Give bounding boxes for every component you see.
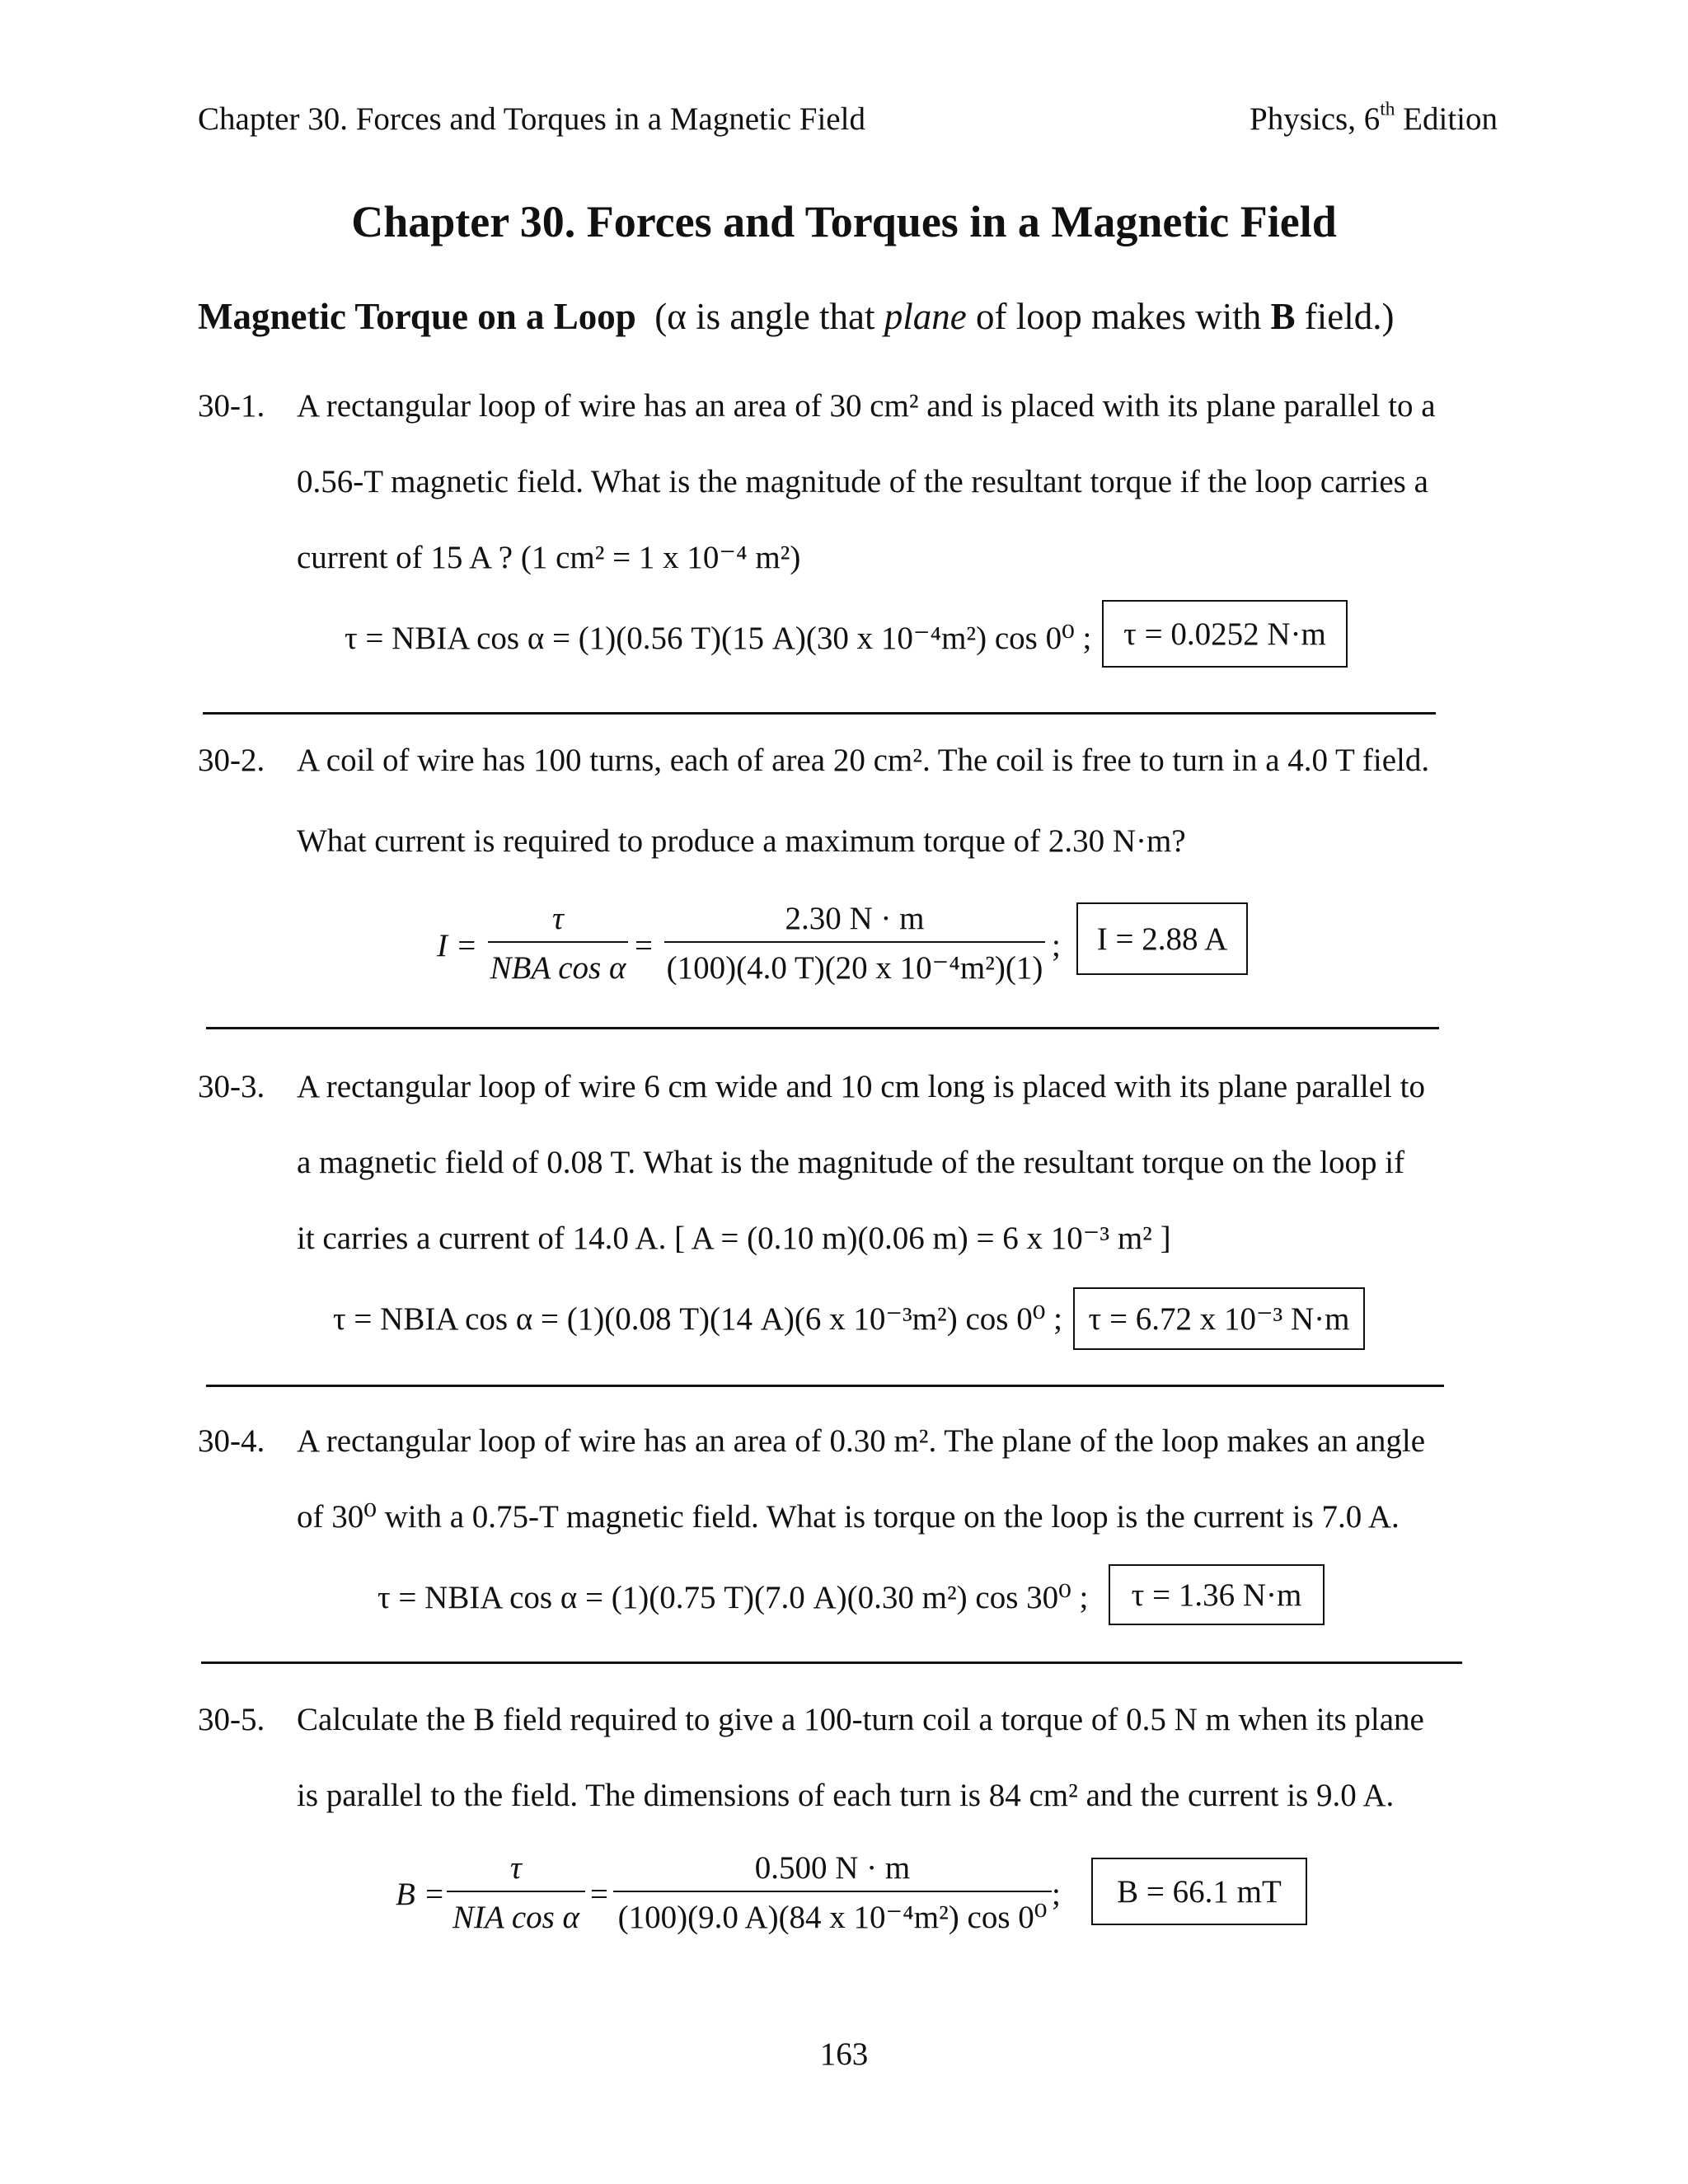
problem-number: 30-1. (198, 388, 265, 424)
fraction-bar (447, 1891, 585, 1892)
problem-text-line: A rectangular loop of wire 6 cm wide and 10 cm long is placed with its plane parallel to (297, 1069, 1425, 1104)
solution-equation: τ = NBIA cos α = (1)(0.08 T)(14 A)(6 x 10⁻³m²) cos 0⁰ ; (333, 1301, 1062, 1337)
problem-text-line: What current is required to produce a maximum torque of 2.30 N·m? (297, 823, 1186, 859)
solution-equation: τ = NBIA cos α = (1)(0.56 T)(15 A)(30 x 10⁻⁴m²) cos 0⁰ ; (345, 621, 1092, 656)
problem-number: 30-2. (198, 743, 265, 778)
equation-terminator: ; (1052, 1877, 1061, 1912)
problem-text-line: a magnetic field of 0.08 T. What is the magnitude of the resultant torque on the loop if (297, 1145, 1405, 1180)
answer-value: τ = 1.36 N·m (1131, 1577, 1302, 1613)
equation-terminator: ; (1052, 928, 1061, 963)
problem-text-line: A rectangular loop of wire has an area of 30 cm² and is placed with its plane parallel to a (297, 388, 1436, 424)
section-note-bold: B (1270, 296, 1296, 337)
solution-equation: τ = NBIA cos α = (1)(0.75 T)(7.0 A)(0.30 m²) cos 30⁰ ; (377, 1580, 1089, 1615)
header-right-prefix: Physics, 6 (1250, 101, 1381, 137)
fraction-numerator: τ (552, 901, 564, 936)
answer-box (1102, 600, 1348, 668)
problem-divider (206, 1027, 1439, 1029)
answer-value: τ = 6.72 x 10⁻³ N·m (1088, 1301, 1350, 1337)
problem-divider (201, 1661, 1462, 1664)
fraction-bar (488, 941, 628, 943)
problem-divider (203, 712, 1436, 715)
page-number: 163 (819, 2036, 869, 2072)
answer-box (1091, 1858, 1307, 1925)
fraction-numerator: τ (510, 1850, 522, 1886)
problem-text-line: of 30⁰ with a 0.75-T magnetic field. What is torque on the loop is the current is 7.0 A. (297, 1499, 1400, 1535)
problem-number: 30-3. (198, 1069, 265, 1104)
problem-text-line: A coil of wire has 100 turns, each of area 20 cm². The coil is free to turn in a 4.0 T field. (297, 743, 1430, 778)
fraction-denominator: (100)(4.0 T)(20 x 10⁻⁴m²)(1) (666, 950, 1043, 986)
problem-text-line: Calculate the B field required to give a 100-turn coil a torque of 0.5 N m when its plane (297, 1702, 1424, 1737)
header-right-suffix: Edition (1395, 101, 1498, 137)
section-note-3: field.) (1295, 296, 1395, 337)
answer-value: I = 2.88 A (1096, 921, 1228, 957)
problem-text-line: A rectangular loop of wire has an area of 0.30 m². The plane of the loop makes an angle (297, 1423, 1425, 1459)
header-right-sup: th (1380, 98, 1395, 120)
problem-text-line: is parallel to the field. The dimensions of each turn is 84 cm² and the current is 9.0 A. (297, 1778, 1395, 1813)
answer-box (1109, 1564, 1325, 1625)
fraction-numerator: 0.500 N · m (754, 1850, 911, 1886)
fraction-bar (664, 941, 1045, 943)
answer-value: B = 66.1 mT (1117, 1873, 1282, 1910)
problem-text-line: it carries a current of 14.0 A. [ A = (0.10 m)(0.06 m) = 6 x 10⁻³ m² ] (297, 1221, 1171, 1256)
equals-sign: = (635, 928, 653, 963)
answer-value: τ = 0.0252 N·m (1123, 616, 1326, 652)
running-header-left: Chapter 30. Forces and Torques in a Magnetic Field (198, 101, 865, 137)
answer-box (1073, 1287, 1365, 1350)
answer-box (1076, 902, 1248, 975)
equals-sign: = (590, 1877, 608, 1912)
fraction-numerator: 2.30 N · m (785, 901, 925, 936)
problem-number: 30-4. (198, 1423, 265, 1459)
section-note-2: of loop makes with (966, 296, 1271, 337)
chapter-title: Chapter 30. Forces and Torques in a Magnetic Field (351, 197, 1337, 246)
fraction-denominator: NIA cos α (452, 1900, 580, 1935)
problem-divider (206, 1385, 1444, 1387)
fraction-denominator: NBA cos α (490, 950, 626, 986)
running-header-right (1250, 98, 1498, 138)
problem-text-line: current of 15 A ? (1 cm² = 1 x 10⁻⁴ m²) (297, 540, 801, 575)
section-heading-bold: Magnetic Torque on a Loop (198, 296, 636, 337)
equation-lhs: B = (396, 1877, 445, 1912)
fraction-denominator: (100)(9.0 A)(84 x 10⁻⁴m²) cos 0⁰ (617, 1900, 1048, 1935)
section-note-1: (α is angle that (654, 296, 884, 337)
section-note-italic: plane (884, 296, 967, 337)
problem-text-line: 0.56-T magnetic field. What is the magnitude of the resultant torque if the loop carries a (297, 464, 1428, 499)
problem-number: 30-5. (198, 1702, 265, 1737)
fraction-bar (613, 1891, 1052, 1892)
equation-lhs: I = (437, 928, 478, 963)
section-heading (198, 295, 1394, 338)
